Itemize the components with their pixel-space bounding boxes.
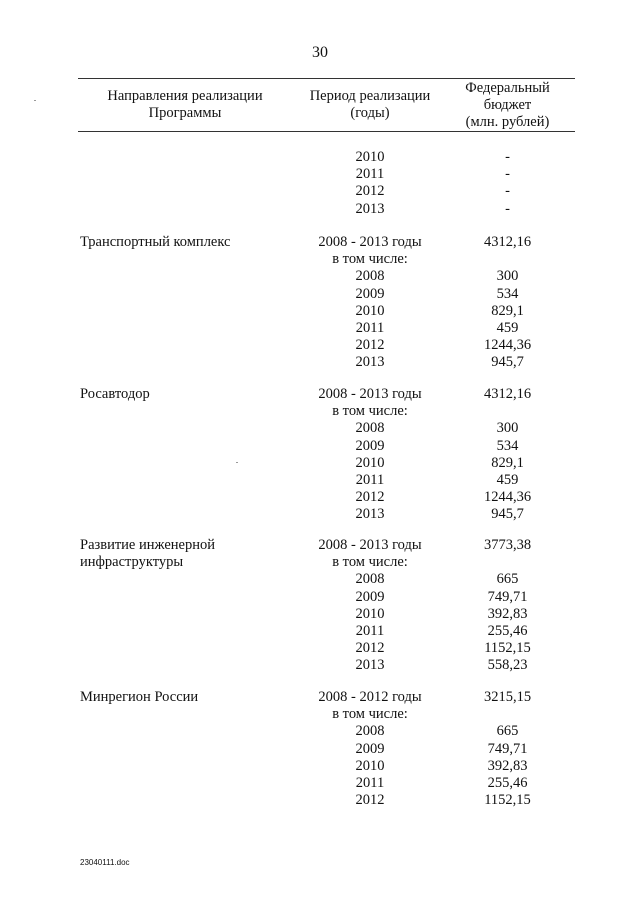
header-budget-line2: бюджет bbox=[483, 97, 532, 113]
year-cell: 2012 bbox=[355, 792, 385, 809]
year-cell: 2008 bbox=[355, 268, 385, 285]
budget-cell: 255,46 bbox=[487, 623, 528, 639]
year-cell: 2010 bbox=[355, 149, 385, 165]
year-cell: 2012 bbox=[355, 337, 385, 354]
budget-cell: 1152,15 bbox=[484, 640, 531, 657]
budget-cell: - bbox=[505, 183, 510, 200]
period-range: 2008 - 2013 годы bbox=[318, 537, 422, 553]
budget-cell: 459 bbox=[496, 320, 519, 336]
budget-cell: 829,1 bbox=[491, 302, 524, 319]
year-cell: 2010 bbox=[355, 454, 385, 471]
budget-cell: 534 bbox=[496, 437, 519, 454]
direction-name: Росавтодор bbox=[80, 386, 150, 402]
year-cell: 2008 bbox=[355, 723, 385, 740]
header-budget bbox=[445, 80, 570, 131]
header-period bbox=[290, 88, 450, 122]
budget-cell: 665 bbox=[496, 723, 519, 740]
budget-cell: 945,7 bbox=[491, 506, 524, 523]
year-cell: 2013 bbox=[355, 657, 385, 674]
year-cell: 2011 bbox=[355, 166, 385, 183]
year-cell: 2009 bbox=[355, 285, 385, 302]
year-cell: 2013 bbox=[355, 200, 385, 217]
budget-cell: 665 bbox=[496, 571, 519, 588]
budget-total: 4312,16 bbox=[483, 386, 532, 402]
budget-cell: - bbox=[505, 200, 510, 217]
header-budget-line1: Федеральный bbox=[465, 80, 550, 96]
budget-cell: 300 bbox=[496, 268, 519, 285]
budget-cell: 300 bbox=[496, 420, 519, 437]
budget-cell: 1244,36 bbox=[483, 337, 532, 354]
budget-cell: 392,83 bbox=[487, 757, 528, 774]
including-label: в том числе: bbox=[332, 706, 408, 723]
year-cell: 2013 bbox=[355, 506, 385, 523]
scan-speck bbox=[236, 462, 238, 463]
year-cell: 2009 bbox=[355, 740, 385, 757]
budget-cell: - bbox=[505, 149, 510, 165]
year-cell: 2009 bbox=[355, 588, 385, 605]
table-header-rule bbox=[78, 131, 575, 132]
year-cell: 2010 bbox=[355, 757, 385, 774]
budget-cell: 459 bbox=[496, 472, 519, 488]
budget-cell: 255,46 bbox=[487, 775, 528, 791]
budget-cell: 558,23 bbox=[487, 657, 528, 674]
direction-name: Развитие инженерной bbox=[80, 537, 215, 553]
budget-total: 3215,15 bbox=[483, 689, 532, 705]
budget-cell: 749,71 bbox=[487, 588, 528, 605]
year-cell: 2010 bbox=[355, 605, 385, 622]
budget-cell: 829,1 bbox=[491, 454, 524, 471]
budget-cell: 945,7 bbox=[491, 354, 524, 371]
including-label: в том числе: bbox=[332, 554, 408, 571]
budget-cell: 392,83 bbox=[487, 605, 528, 622]
header-period-line2: (годы) bbox=[350, 105, 390, 121]
period-range: 2008 - 2013 годы bbox=[318, 386, 422, 402]
period-range: 2008 - 2012 годы bbox=[318, 689, 422, 705]
direction-name: Минрегион России bbox=[80, 689, 199, 705]
footer-filename: 23040111.doc bbox=[80, 858, 130, 867]
budget-total: 4312,16 bbox=[483, 234, 532, 250]
year-cell: 2011 bbox=[355, 775, 385, 791]
year-cell: 2011 bbox=[355, 472, 385, 488]
year-cell: 2008 bbox=[355, 571, 385, 588]
table-top-rule bbox=[78, 78, 575, 79]
year-cell: 2008 bbox=[355, 420, 385, 437]
year-cell: 2012 bbox=[355, 183, 385, 200]
header-budget-line3: (млн. рублей) bbox=[465, 114, 550, 130]
year-cell: 2010 bbox=[355, 302, 385, 319]
budget-cell: 1152,15 bbox=[484, 792, 531, 809]
page-number: 30 bbox=[312, 44, 328, 61]
budget-cell: 534 bbox=[496, 285, 519, 302]
year-cell: 2011 bbox=[355, 320, 385, 336]
including-label: в том числе: bbox=[332, 403, 408, 420]
year-cell: 2012 bbox=[355, 489, 385, 506]
budget-cell: 749,71 bbox=[487, 740, 528, 757]
year-cell: 2012 bbox=[355, 640, 385, 657]
header-directions-line2: Программы bbox=[148, 105, 222, 121]
header-directions bbox=[80, 88, 290, 122]
direction-name: Транспортный комплекс bbox=[80, 234, 231, 250]
year-cell: 2009 bbox=[355, 437, 385, 454]
direction-name: инфраструктуры bbox=[80, 554, 184, 571]
budget-cell: - bbox=[505, 166, 510, 183]
header-period-line1: Период реализации bbox=[309, 88, 431, 104]
year-cell: 2011 bbox=[355, 623, 385, 639]
budget-total: 3773,38 bbox=[483, 537, 532, 553]
budget-cell: 1244,36 bbox=[483, 489, 532, 506]
header-directions-line1: Направления реализации bbox=[107, 88, 263, 104]
period-range: 2008 - 2013 годы bbox=[318, 234, 422, 250]
including-label: в том числе: bbox=[332, 251, 408, 268]
year-cell: 2013 bbox=[355, 354, 385, 371]
scan-speck bbox=[34, 100, 36, 101]
